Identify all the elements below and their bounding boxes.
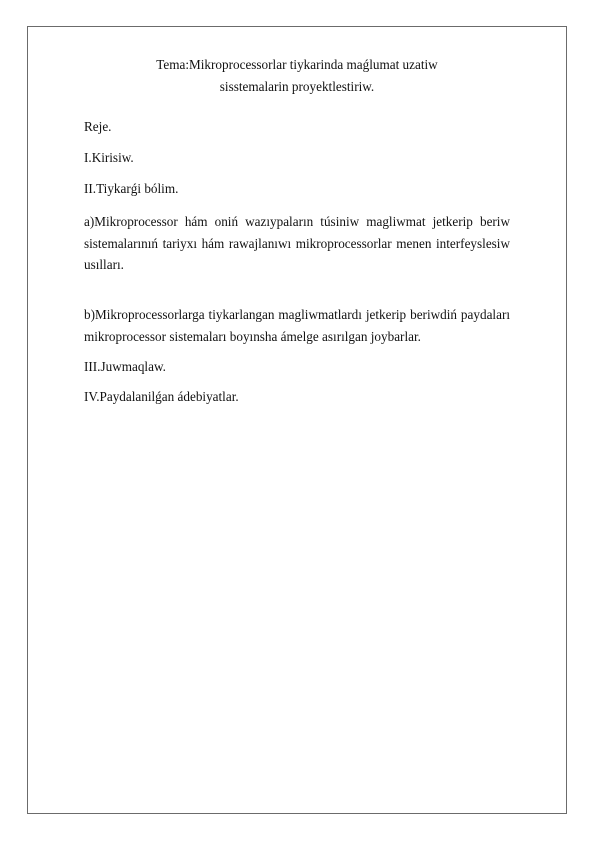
outline-item-references: IV.Paydalanilǵan ádebiyatlar. xyxy=(84,389,239,404)
outline-heading: Reje. xyxy=(84,119,112,134)
outline-item-conclusion: III.Juwmaqlaw. xyxy=(84,359,166,374)
outline-subitem-a: a)Mikroprocessor hám oniń wazıypaların túsiniw magliwmat jetkerip beriw sistemalarınıń tariyxı hám rawajlanıwı mikroprocessorlar menen interfeyslesiw usılları. xyxy=(84,214,510,273)
page-border xyxy=(27,26,567,814)
outline-subitem-b: b)Mikroprocessorlarga tiykarlangan magliwmatlardı jetkerip beriwdiń paydaları mikroprocessor sistemaları boyınsha ámelge asırılgan joybarlar. xyxy=(84,307,510,344)
outline-item-main-part: II.Tiykarǵi bólim. xyxy=(84,181,179,196)
outline-item-introduction: I.Kirisiw. xyxy=(84,150,134,165)
document-title: Tema:Mikroprocessorlar tiykarinda maǵlumat uzatiw sisstemalarin proyektlestiriw. xyxy=(156,57,438,94)
